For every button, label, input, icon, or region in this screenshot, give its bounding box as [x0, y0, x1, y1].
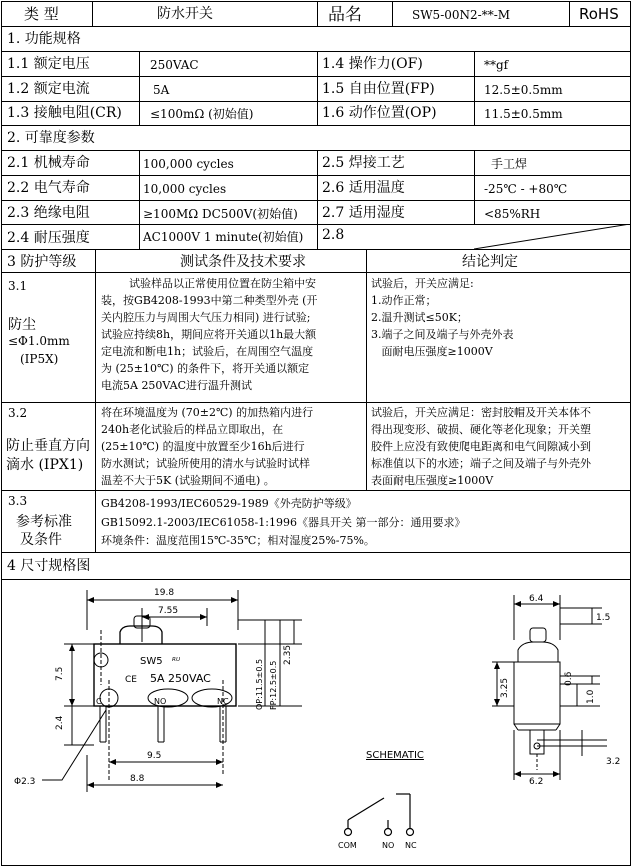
spec-value: AC1000V 1 minute(初始值) [143, 230, 304, 244]
condition-line: 关内腔压力与周围大气压力相同) 进行试验; [101, 311, 311, 324]
dim-label: 2.35 [283, 644, 293, 665]
dim-label: 3.2 [606, 757, 621, 767]
rule [474, 150, 475, 224]
spec-label: 1.4 操作力(OF) [322, 56, 423, 72]
dim-label: 3.25 [500, 677, 510, 698]
rule [2, 26, 630, 27]
dim-label: Φ2.3 [14, 777, 36, 787]
col-header-result: 结论判定 [462, 254, 518, 270]
body-ce-mark: CE [125, 675, 137, 685]
spec-value: <85%RH [484, 207, 541, 221]
dim-label: 7.55 [158, 606, 179, 616]
spec-sheet [1, 1, 631, 866]
ul-mark-icon: ᴿᵁ [172, 657, 181, 667]
rule [2, 200, 630, 201]
empty-cell-slash [474, 224, 630, 249]
result-line: 标准值以下的水迹；端子之间及端子与外壳外 [371, 457, 591, 470]
row-name: 滴水 (IPX1) [6, 457, 84, 473]
spec-label: 2.1 机械寿命 [7, 155, 90, 171]
spec-label: 2.7 适用湿度 [322, 205, 405, 221]
spec-value: ≤100mΩ (初始值) [150, 107, 254, 121]
result-line: 胶件上应没有致使爬电距离和电气间隙减小到 [371, 440, 591, 453]
rule [2, 490, 630, 491]
result-line: 3.端子之间及端子与外壳外表 [371, 328, 514, 341]
rule [392, 2, 393, 26]
spec-label: 2.4 耐压强度 [7, 230, 90, 246]
spec-label: 1.6 动作位置(OP) [322, 105, 437, 121]
type-label: 类 型 [24, 5, 59, 23]
dim-label: FP:12.5±0.5 [269, 660, 278, 710]
rule [317, 2, 318, 26]
spec-value: 5A [153, 83, 170, 97]
col-header-conditions: 测试条件及技术要求 [180, 254, 306, 270]
dim-label: 8.8 [130, 774, 145, 784]
row-name: 及条件 [20, 532, 62, 548]
rule [139, 150, 140, 249]
spec-value: 手工焊 [491, 157, 528, 171]
spec-label: 2.8 [322, 227, 345, 243]
condition-line: 试验应持续8h，期间应将开关通以1h最大额 [101, 328, 317, 341]
spec-label: 2.5 焊接工艺 [322, 155, 405, 171]
rule [474, 51, 475, 126]
dim-label: 7.5 [55, 666, 65, 681]
spec-value: 12.5±0.5mm [484, 83, 563, 97]
condition-line: 定电流和断电1h；试验后，在周围空气温度 [101, 345, 314, 358]
result-line: 表面耐电压强度≥1000V [371, 474, 494, 487]
dim-label: 0.6 [564, 671, 574, 686]
condition-line: 将在环境温度为 (70±2℃) 的加热箱内进行 [101, 406, 314, 419]
result-line: 试验后，开关应满足：密封胶帽及开关本体不 [371, 406, 591, 419]
rule [2, 175, 630, 176]
rule [2, 101, 630, 102]
row-number: 3.2 [8, 406, 28, 420]
condition-line: 240h老化试验后的样品立即取出，在 [101, 423, 284, 436]
body-rating: 5A 250VAC [150, 672, 211, 685]
rule [139, 51, 140, 126]
result-line: 2.温升测试≤50K； [371, 311, 468, 324]
result-line: 1.动作正常； [371, 294, 437, 307]
spec-value: 11.5±0.5mm [484, 107, 563, 121]
rule [317, 51, 318, 126]
row-name: 防止垂直方向 [6, 438, 90, 454]
rule [2, 76, 630, 77]
rule [95, 249, 96, 490]
rule [2, 150, 630, 151]
spec-label: 2.6 适用温度 [322, 180, 405, 196]
body-pin-nc: NC [217, 697, 229, 706]
dim-label: OP:11.5±0.5 [255, 658, 264, 710]
schematic-title: SCHEMATIC [366, 750, 424, 761]
condition-line: 为 (25±10℃) 的条件下，将开关通以额定 [101, 362, 310, 375]
rule [95, 490, 96, 552]
spec-value: ≥100MΩ DC500V(初始值) [143, 207, 298, 221]
row-spec: ≤Φ1.0mm [8, 334, 70, 348]
rule [92, 2, 93, 26]
row-code: (IP5X) [20, 352, 59, 366]
rule [2, 125, 630, 126]
spec-label: 1.5 自由位置(FP) [322, 81, 435, 97]
row-number: 3.3 [8, 494, 28, 508]
spec-value: 100,000 cycles [143, 157, 234, 171]
rule [2, 552, 630, 553]
section-1-title: 1. 功能规格 [7, 31, 81, 47]
section-2-title: 2. 可靠度参数 [7, 130, 95, 146]
dim-label: 1.5 [596, 613, 611, 623]
condition-line: (25±10℃) 的温度中放置至少16h后进行 [101, 440, 305, 453]
rule [366, 249, 367, 490]
dim-label: 19.8 [154, 588, 175, 598]
result-line: 得出现变形、破损、硬化等老化现象；开关塑 [371, 423, 591, 436]
standard-line: GB15092.1-2003/IEC61058-1:1996《器具开关 第一部分：通用要求》 [101, 516, 466, 529]
spec-value: 250VAC [150, 58, 199, 72]
spec-label: 1.1 额定电压 [7, 56, 90, 72]
spec-value: **gf [484, 58, 509, 72]
schematic-no: NO [382, 841, 395, 850]
spec-label: 2.2 电气寿命 [7, 180, 90, 196]
rule [2, 249, 630, 250]
row-name: 防尘 [8, 317, 36, 333]
rule [2, 272, 630, 273]
standard-line: 环境条件：温度范围15℃-35℃；相对湿度25%-75%。 [101, 534, 375, 547]
body-pin-no: NO [154, 697, 167, 706]
result-line: 面耐电压强度≥1000V [371, 345, 493, 358]
rule [2, 51, 630, 52]
name-label: 品名 [328, 5, 362, 25]
rohs-mark: RoHS [579, 5, 619, 23]
spec-label: 1.2 额定电流 [7, 81, 90, 97]
condition-line: 试验样品以正常使用位置在防尘箱中安 [101, 277, 316, 290]
condition-line: 温差不大于5K (试验期间不通电) 。 [101, 474, 275, 487]
dim-label: 9.5 [147, 751, 162, 761]
condition-line: 装，按GB4208-1993中第二种类型外壳 (开 [101, 294, 318, 307]
dim-label: 2.4 [55, 715, 65, 730]
model-number: SW5-00N2-**-M [412, 8, 511, 22]
spec-value: 10,000 cycles [143, 182, 227, 196]
standard-line: GB4208-1993/IEC60529-1989《外壳防护等级》 [101, 497, 357, 510]
dimension-drawing [2, 580, 630, 866]
spec-label: 1.3 接触电阻(CR) [7, 105, 122, 121]
condition-line: 防水测试；试验所使用的清水与试验时试样 [101, 457, 310, 470]
section-4-title: 4 尺寸规格图 [7, 558, 91, 574]
condition-line: 电流5A 250VAC进行温升测试 [101, 379, 252, 392]
body-brand: SW5 [140, 656, 163, 667]
row-name: 参考标准 [16, 514, 72, 530]
rule [317, 150, 318, 249]
dim-label: 6.4 [529, 594, 544, 604]
result-line: 试验后，开关应满足: [371, 277, 474, 290]
type-value: 防水开关 [157, 6, 213, 22]
schematic-com: COM [338, 841, 357, 850]
row-number: 3.1 [8, 279, 28, 293]
spec-label: 2.3 绝缘电阻 [7, 205, 90, 221]
spec-value: -25℃ - +80℃ [484, 182, 568, 196]
body-pin-c: C [96, 697, 102, 706]
dim-label: 1.0 [586, 689, 596, 704]
rule [2, 402, 630, 403]
schematic-nc: NC [405, 841, 417, 850]
dim-label: 6.2 [529, 777, 544, 787]
section-3-title: 3 防护等级 [7, 254, 77, 270]
rule [569, 2, 570, 26]
